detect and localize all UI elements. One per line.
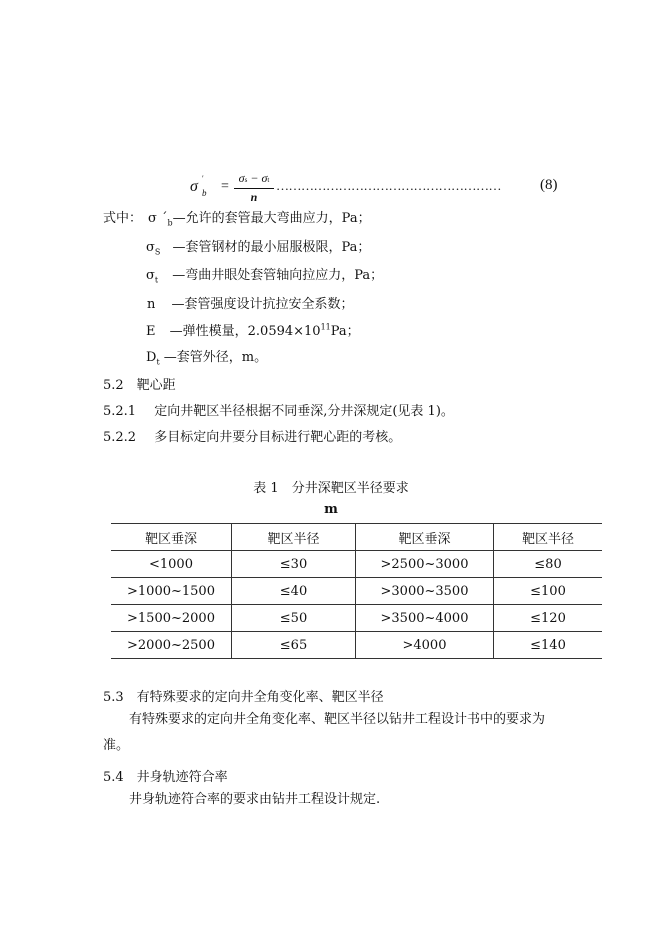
table-cell: >2000~2500 bbox=[111, 632, 232, 659]
table-cell: <1000 bbox=[111, 551, 232, 578]
definition-3: $\sigma_t$ —弯曲井眼处套管轴向拉应力，Pa； bbox=[146, 268, 384, 285]
table-cell: >3500~4000 bbox=[356, 605, 494, 632]
formula-equals: = bbox=[221, 179, 229, 194]
section-5-2-1: 5.2.1 定向井靶区半径根据不同垂深,分井深规定(见表 1)。 bbox=[103, 404, 454, 419]
table-cell: >1500~2000 bbox=[111, 605, 232, 632]
formula-denominator: n bbox=[250, 190, 258, 204]
formula-lhs-sigma: σ bbox=[190, 178, 198, 195]
table-row bbox=[111, 551, 602, 578]
definition-1: 式中： σ $´_b—$允许的套管最大弯曲应力，Pa； bbox=[103, 211, 371, 228]
header-cell: 靶区垂深 bbox=[111, 524, 232, 551]
table-cell: ≤65 bbox=[232, 632, 356, 659]
formula-leader-dots: ……………………………………………… bbox=[276, 178, 501, 193]
table-cell: ≤100 bbox=[494, 578, 603, 605]
table-row bbox=[111, 632, 602, 659]
formula-numerator: σs − σt bbox=[238, 171, 270, 185]
definition-4: n —套管强度设计抗拉安全系数； bbox=[147, 297, 354, 312]
table-caption: 表 1 分井深靶区半径要求 bbox=[253, 481, 409, 496]
header-cell: 靶区半径 bbox=[494, 524, 603, 551]
header-cell: 靶区垂深 bbox=[356, 524, 494, 551]
section-5-3-heading: 5.3 有特殊要求的定向井全角变化率、靶区半径 bbox=[103, 690, 384, 705]
formula-lhs-prime: ′ bbox=[202, 174, 204, 183]
definition-5: E —弹性模量，$2.0594\times 10^{11}Pa$； bbox=[146, 322, 360, 339]
definition-2: $\sigma_S$ —套管钢材的最小屈服极限，Pa； bbox=[146, 240, 371, 257]
fraction-bar bbox=[234, 188, 274, 189]
section-5-2-2: 5.2.2 多目标定向井要分目标进行靶心距的考核。 bbox=[103, 430, 402, 445]
table-cell: >4000 bbox=[356, 632, 494, 659]
table-cell: >1000~1500 bbox=[111, 578, 232, 605]
section-5-4-paragraph: 井身轨迹符合率的要求由钻井工程设计规定. bbox=[129, 792, 381, 807]
table-cell: ≤40 bbox=[232, 578, 356, 605]
table-row bbox=[111, 605, 602, 632]
table-cell: ≤50 bbox=[232, 605, 356, 632]
definition-6: $D_t$ —套管外径，m。 bbox=[146, 350, 268, 367]
section-5-3-paragraph-line1: 有特殊要求的定向井全角变化率、靶区半径以钻井工程设计书中的要求为 bbox=[129, 712, 546, 727]
formula-lhs bbox=[190, 174, 207, 198]
header-cell: 靶区半径 bbox=[232, 524, 356, 551]
section-5-4-heading: 5.4 井身轨迹符合率 bbox=[103, 770, 228, 785]
formula-fraction bbox=[234, 171, 274, 204]
section-5-3-paragraph-line2: 准。 bbox=[103, 738, 130, 753]
table-unit: m bbox=[324, 502, 338, 517]
table-cell: ≤140 bbox=[494, 632, 603, 659]
table-cell: >2500~3000 bbox=[356, 551, 494, 578]
table-cell: ≤30 bbox=[232, 551, 356, 578]
target-radius-table bbox=[111, 523, 602, 659]
table-row bbox=[111, 578, 602, 605]
table-cell: ≤80 bbox=[494, 551, 603, 578]
equation-number: (8) bbox=[540, 177, 558, 193]
table-cell: >3000~3500 bbox=[356, 578, 494, 605]
formula-lhs-sub: b bbox=[202, 188, 207, 198]
table-cell: ≤120 bbox=[494, 605, 603, 632]
table-header-row bbox=[111, 524, 602, 551]
section-5-2-heading: 5.2 靶心距 bbox=[103, 378, 176, 393]
